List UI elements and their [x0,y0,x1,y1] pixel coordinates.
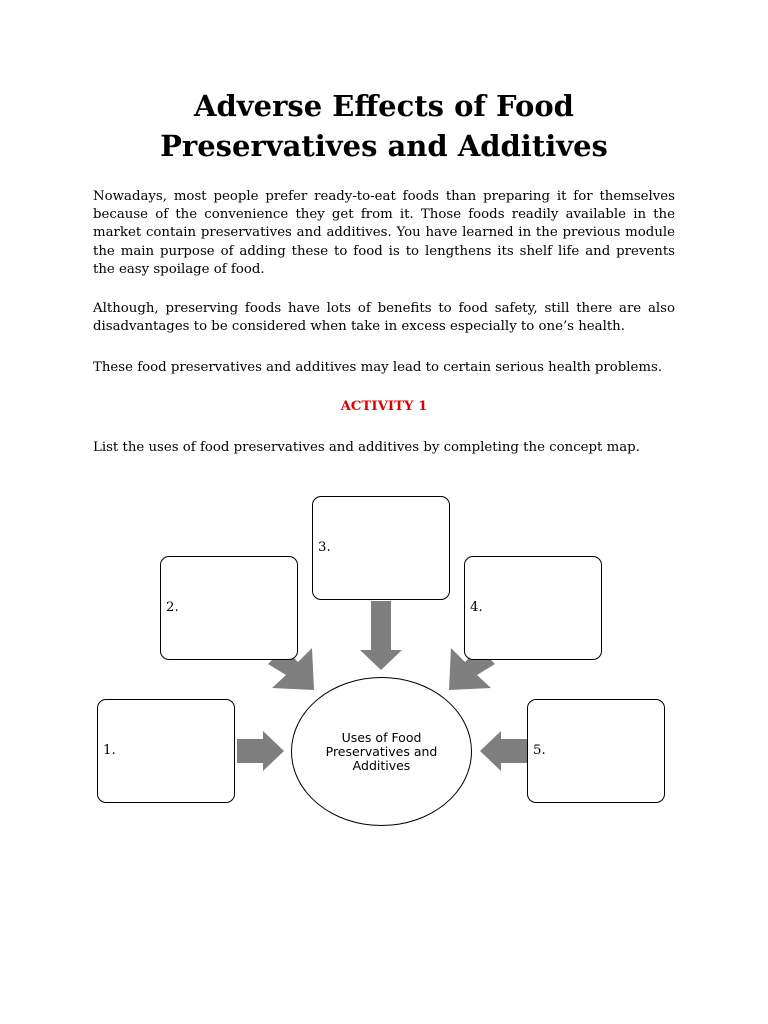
box-number: 2. [166,600,179,615]
box-number: 4. [470,600,483,615]
concept-box-4[interactable] [464,556,602,660]
activity-instruction: List the uses of food preservatives and additives by completing the concept map. [93,440,640,455]
center-label: Uses of Food Preservatives and Additives [325,729,438,773]
box-number: 3. [318,540,331,555]
box-number: 5. [533,743,546,758]
arrow-from-box-3 [360,601,402,670]
concept-box-1[interactable] [97,699,235,803]
title-line-1: Adverse Effects of Food [194,89,574,123]
arrow-from-box-5 [480,731,527,771]
concept-map-center [291,677,472,826]
health-problems-paragraph: These food preservatives and additives may lead to certain serious health problems. [93,360,663,375]
intro-paragraph: Nowadays, most people prefer ready-to-eat foods than preparing it for themselves because of the convenience they get from it. Those foods readily available in the market contain preservatives and additives. You have learned in the previous module the main purpose of adding these to food is to lengthens its shelf life and prevents the easy spoilage of food. [93,189,675,277]
concept-box-2[interactable] [160,556,298,660]
arrow-from-box-1 [237,731,284,771]
disadvantages-paragraph: Although, preserving foods have lots of benefits to food safety, still there are also disadvantages to be considered when take in excess especially to one’s health. [93,301,675,335]
activity-heading: ACTIVITY 1 [340,399,428,414]
title-line-2: Preservatives and Additives [160,129,608,163]
concept-box-5[interactable] [527,699,665,803]
box-number: 1. [103,743,116,758]
concept-box-3[interactable] [312,496,450,600]
